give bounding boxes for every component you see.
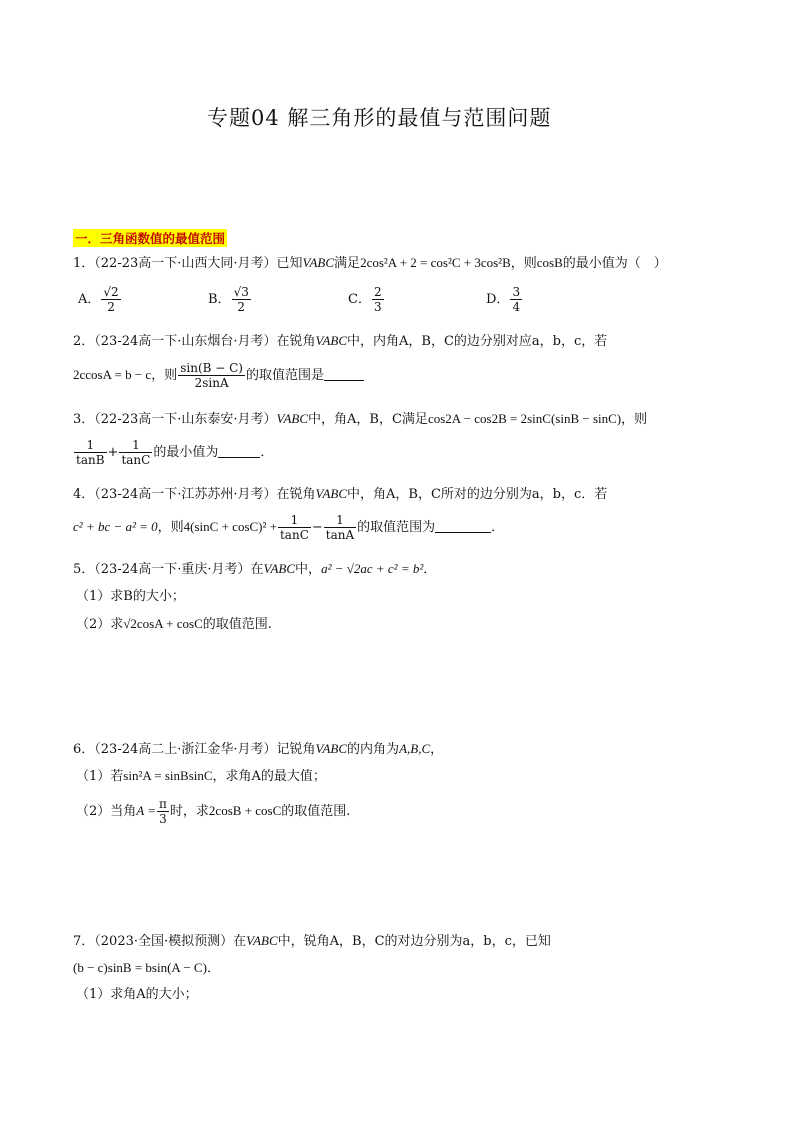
triangle-label: VABC [302, 255, 335, 270]
answer-blank[interactable] [324, 380, 364, 381]
q6-sub-1: （1）若sin²A = sinBsinC，求角A的最大值； [76, 768, 326, 784]
q5-sub-2: （2）求√2cosA + cosC的取值范围. [76, 616, 272, 632]
question-1: 1．（22-23高一下·山西大同·月考）已知VABC满足2cos²A + 2 = cos²C + 3cos²B，则cosB的最小值为（ ） [73, 255, 667, 271]
q1-condition: 2cos²A + 2 = cos²C + 3cos²B [360, 255, 511, 270]
question-2: 2．（23-24高一下·山东烟台·月考）在锐角VABC中，内角A，B，C的边分别对应a，b，c，若 [73, 333, 608, 349]
question-7-line2: (b − c)sinB = bsin(A − C)． [73, 960, 220, 976]
triangle-label: VABC [246, 933, 278, 948]
question-2-line2: 2ccosA = b − c，则 $\frac{\sin(B - C)}{2\sin A}$ 的取值范围是 [73, 361, 364, 390]
question-5: 5．（23-24高一下·重庆·月考）在VABC中，a² − √2ac + c² = b²． [73, 561, 437, 577]
q1-option-c: C． $\frac{2}{3}$ [348, 285, 382, 314]
triangle-label: VABC [315, 333, 348, 348]
triangle-label: VABC [276, 411, 309, 426]
question-7: 7．（2023·全国·模拟预测）在VABC中，锐角A，B，C的对边分别为a，b，c，已知 [73, 933, 551, 949]
q6-sub-2: （2）当角A = $\frac{\pi}{3}$ 时，求2cosB + cosC的取值范围. [76, 797, 351, 826]
answer-blank[interactable] [435, 532, 491, 533]
section-heading: 一．三角函数值的最值范围 [75, 231, 226, 246]
question-4: 4．（23-24高一下·江苏苏州·月考）在锐角VABC中，角A，B，C所对的边分别为a，b，c．若 [73, 486, 608, 502]
question-6: 6．（23-24高二上·浙江金华·月考）记锐角VABC的内角为A,B,C， [73, 741, 444, 757]
q1-option-a: A． $\frac{√2}{2}$ [78, 285, 119, 314]
q1-option-b: B． $\frac{√3}{2}$ [208, 285, 249, 314]
question-3: 3．（22-23高一下·山东泰安·月考）VABC中，角A，B，C满足cos2A − cos2B = 2sinC(sinB − sinC)，则 [73, 411, 648, 427]
q7-sub-1: （1）求角A的大小； [76, 987, 198, 1002]
triangle-label: VABC [315, 486, 348, 501]
question-3-line2: $\frac{1}{\tan B}$ + $\frac{1}{\tan C}$ 的最小值为 ． [76, 438, 274, 467]
triangle-label: VABC [263, 561, 296, 576]
question-4-line2: c² + bc − a² = 0，则4(sinC + cosC)² + $\frac{1}{\tan C}$ − $\frac{1}{\tan A}$ 的取值范围为 ． [73, 513, 505, 542]
page-title: 专题04 解三角形的最值与范围问题 [207, 106, 552, 130]
triangle-label: VABC [315, 741, 348, 756]
q5-sub-1: （1）求B的大小； [76, 589, 185, 604]
q1-option-d: D． $\frac{3}{4}$ [486, 285, 521, 314]
answer-blank[interactable] [218, 457, 260, 458]
